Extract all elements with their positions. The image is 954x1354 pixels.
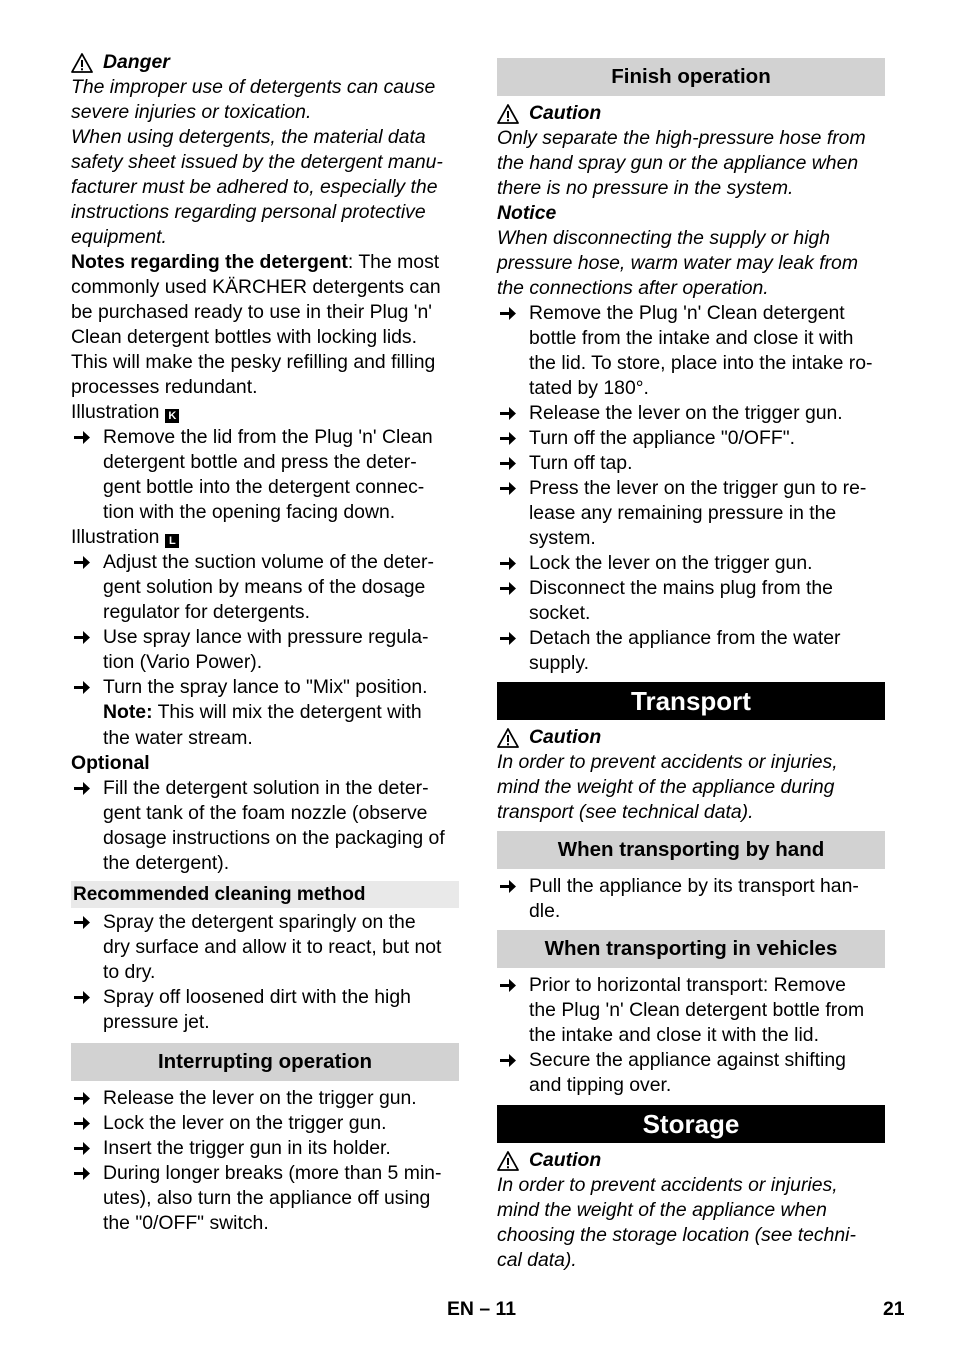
illustration-l-mark: L [165,534,179,548]
list-item: Spray the detergent sparingly on the dry surface and allow it to react, but not to dry. [71,910,459,985]
warning-triangle-icon [497,103,519,125]
notice-text: When disconnecting the supply or high pressure hose, warm water may leak from the connections after operation. [497,227,858,299]
list-item: Secure the appliance against shifting and tipping over. [497,1048,885,1098]
steps-vehicles [497,973,885,1098]
arrow-right-icon [73,625,91,650]
list-item: Insert the trigger gun in its holder. [71,1136,459,1161]
arrow-right-icon [499,426,517,451]
caution-heading: Caution [497,1148,885,1173]
arrow-right-icon [73,1161,91,1186]
arrow-right-icon [499,451,517,476]
arrow-right-icon [73,910,91,935]
danger-text: The improper use of detergents can cause severe injuries or toxication. When using detergents, the material data safety sheet issued by the detergent manu- facturer must be adhered to, especially the instructions regarding personal protective equipment. [71,76,443,248]
steps-by-hand [497,874,885,924]
list-item: Pull the appliance by its transport han- dle. [497,874,885,924]
steps-finish [497,301,885,676]
arrow-right-icon [499,626,517,651]
arrow-right-icon [73,550,91,575]
arrow-right-icon [499,476,517,501]
arrow-right-icon [499,973,517,998]
arrow-right-icon [73,776,91,801]
list-item: Release the lever on the trigger gun. [71,1086,459,1111]
arrow-right-icon [73,1111,91,1136]
steps-interrupting [71,1086,459,1236]
caution-heading: Caution [497,725,885,750]
illustration-l-ref: Illustration L [71,525,459,550]
list-item: Spray off loosened dirt with the high pressure jet. [71,985,459,1035]
list-item: Use spray lance with pressure regula- tion (Vario Power). [71,625,459,675]
list-item: Fill the detergent solution in the deter- gent tank of the foam nozzle (observe dosage instructions on the packaging of the detergent). [71,776,459,876]
list-item: Detach the appliance from the water supply. [497,626,885,676]
arrow-right-icon [499,576,517,601]
arrow-right-icon [499,551,517,576]
mix-note-label: Note: [103,701,153,723]
right-column [497,58,885,1273]
arrow-right-icon [499,301,517,326]
list-item: Disconnect the mains plug from the socket. [497,576,885,626]
caution-text: Only separate the high-pressure hose from the hand spray gun or the appliance when there is no pressure in the system. [497,127,866,199]
list-item: Turn off tap. [497,451,885,476]
list-item: Press the lever on the trigger gun to re- lease any remaining pressure in the system. [497,476,885,551]
detergent-notes: Notes regarding the detergent: The most commonly used KÄRCHER detergents can be purchased ready to use in their Plug 'n' Clean detergent bottles with locking lids. This will make the pesky refilling and filling processes redundant. [71,251,441,398]
danger-heading: Danger [71,50,459,75]
detergent-notes-label: Notes regarding the detergent [71,251,348,273]
arrow-right-icon [499,874,517,899]
transport-by-hand-heading: When transporting by hand [497,831,885,869]
steps-recommended [71,910,459,1035]
storage-heading: Storage [497,1105,885,1143]
steps-illustration-l [71,550,459,751]
steps-optional [71,776,459,876]
list-item: Prior to horizontal transport: Remove the Plug 'n' Clean detergent bottle from the intake and close it with the lid. [497,973,885,1048]
list-item: Lock the lever on the trigger gun. [71,1111,459,1136]
list-item: Remove the Plug 'n' Clean detergent bottle from the intake and close it with the lid. To store, place into the intake ro- tated by 180°. [497,301,885,401]
arrow-right-icon [73,1086,91,1111]
warning-triangle-icon [497,727,519,749]
warning-triangle-icon [71,52,93,74]
recommended-cleaning-heading: Recommended cleaning method [71,881,459,908]
list-item: Remove the lid from the Plug 'n' Clean detergent bottle and press the deter- gent bottle into the detergent connec- tion with the opening facing down. [71,425,459,525]
arrow-right-icon [499,401,517,426]
steps-illustration-k [71,425,459,525]
caution-heading: Caution [497,101,885,126]
arrow-right-icon [73,425,91,450]
optional-heading: Optional [71,752,150,774]
interrupting-operation-heading: Interrupting operation [71,1043,459,1081]
illustration-k-ref: Illustration K [71,400,459,425]
arrow-right-icon [73,675,91,700]
list-item: Turn off the appliance "0/OFF". [497,426,885,451]
caution-text: In order to prevent accidents or injuries, mind the weight of the appliance when choosing the storage location (see techni- cal data). [497,1174,856,1271]
arrow-right-icon [499,1048,517,1073]
notice-heading: Notice [497,202,557,224]
transport-heading: Transport [497,682,885,720]
transport-vehicles-heading: When transporting in vehicles [497,930,885,968]
illustration-k-mark: K [165,409,179,423]
list-item: Turn the spray lance to "Mix" position. Note: This will mix the detergent with the water stream. [71,675,459,751]
list-item: Release the lever on the trigger gun. [497,401,885,426]
caution-text: In order to prevent accidents or injuries, mind the weight of the appliance during transport (see technical data). [497,751,838,823]
list-item: Adjust the suction volume of the deter- gent solution by means of the dosage regulator for detergents. [71,550,459,625]
footer-section-label: EN – 11 [447,1298,516,1320]
finish-operation-heading: Finish operation [497,58,885,96]
list-item: During longer breaks (more than 5 min- utes), also turn the appliance off using the "0/OFF" switch. [71,1161,459,1236]
arrow-right-icon [73,985,91,1010]
list-item: Lock the lever on the trigger gun. [497,551,885,576]
arrow-right-icon [73,1136,91,1161]
warning-triangle-icon [497,1150,519,1172]
left-column [71,50,459,1236]
page-number: 21 [883,1298,905,1320]
